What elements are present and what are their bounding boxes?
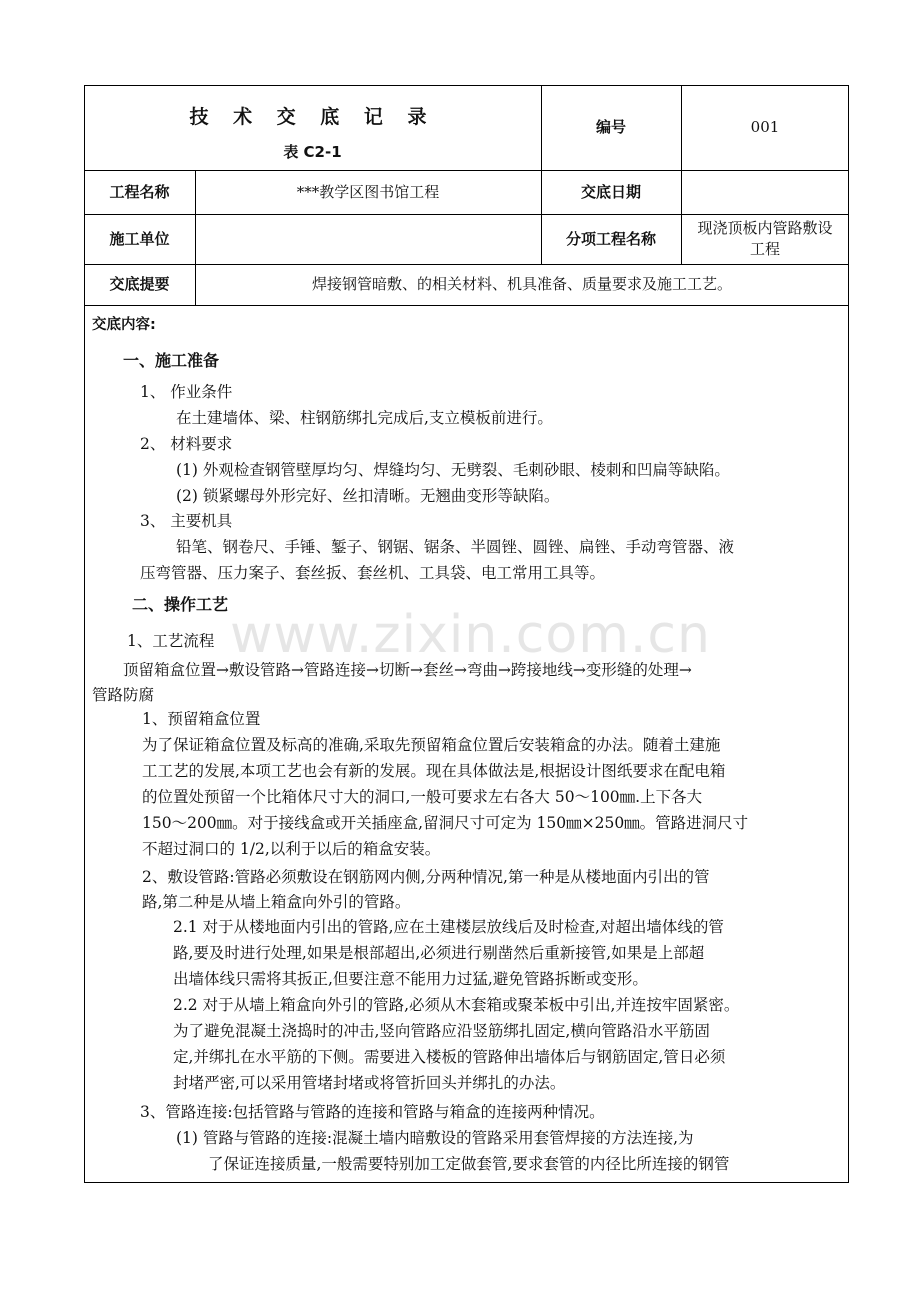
content-line: 在土建墙体、梁、柱钢筋绑扎完成后,支立模板前进行。 [176,409,553,427]
project-name-label: 工程名称 [109,182,170,201]
page-title: 技 术 交 底 记 录 [189,105,436,128]
section-heading: 一、施工准备 [123,351,220,370]
content-line: 路,第二种是从墙上箱盒向外引的管路。 [142,893,411,911]
section-heading: 二、操作工艺 [132,595,229,614]
watermark: www.zixin.com.cn [230,605,711,665]
date-label: 交底日期 [580,182,641,201]
content-line: 路,要及时进行处理,如果是根部超出,必须进行剔凿然后重新接管,如果是上部超 [173,944,705,962]
date-value [681,170,849,214]
subitem-value-line2: 工程 [749,240,780,258]
content-line: 定,并绑扎在水平筋的下侧。需要进入楼板的管路伸出墙体后与钢筋固定,管日必须 [173,1048,726,1066]
summary-value: 焊接钢管暗敷、的相关材料、机具准备、质量要求及施工工艺。 [311,275,732,293]
content-line: 2.1 对于从楼地面内引出的管路,应在土建楼层放线后及时检查,对超出墙体线的管 [173,918,724,936]
content-line: 压弯管器、压力案子、套丝扳、套丝机、工具袋、电工常用工具等。 [140,564,606,582]
content-line: 出墙体线只需将其扳正,但要注意不能用力过猛,避免管路拆断或变形。 [173,970,648,988]
content-line: 封堵严密,可以采用管堵封堵或将管折回头并绑扎的办法。 [173,1074,566,1092]
content-line: 管路防腐 [92,686,155,704]
content-label: 交底内容: [92,317,156,333]
content-line: 3、管路连接:包括管路与管路的连接和管路与箱盒的连接两种情况。 [140,1103,605,1121]
content-line: (2) 锁紧螺母外形完好、丝扣清晰。无翘曲变形等缺陷。 [176,487,560,505]
content-line: 的位置处预留一个比箱体尺寸大的洞口,一般可要求左右各大 50～100㎜.上下各大 [142,788,703,806]
unit-value [195,214,541,264]
content-line: 不超过洞口的 1/2,以利于以后的箱盒安装。 [142,840,441,858]
summary-label: 交底提要 [109,275,170,293]
content-line: 顶留箱盒位置→敷设管路→管路连接→切断→套丝→弯曲→跨接地线→变形缝的处理→ [123,661,692,679]
content-line: 为了避免混凝土浇捣时的冲击,竖向管路应沿竖筋绑扎固定,横向管路沿水平筋固 [173,1022,710,1040]
content-line: 铅笔、钢卷尺、手锤、錾子、钢锯、锯条、半圆锉、圆锉、扁锉、手动弯管器、液 [176,538,735,556]
content-line: 了保证连接质量,一般需要特别加工定做套管,要求套管的内径比所连接的钢管 [208,1155,730,1173]
number-label: 编号 [595,118,626,136]
unit-label: 施工单位 [109,229,170,248]
content-line: (1) 外观检查钢管壁厚均匀、焊缝均匀、无劈裂、毛刺砂眼、棱刺和凹扁等缺陷。 [176,461,730,479]
content-line: 1、 作业条件 [140,383,233,401]
content-line: 1、工艺流程 [127,632,215,650]
form-code: 表 C2-1 [283,142,342,161]
content-line: 3、 主要机具 [140,512,233,530]
content-line: 150～200㎜。对于接线盒或开关插座盒,留洞尺寸可定为 150㎜×250㎜。管路进洞尺寸 [142,814,749,832]
content-line: 2、敷设管路:管路必须敷设在钢筋网内侧,分两种情况,第一种是从楼地面内引出的管 [142,868,710,886]
subitem-value [681,214,849,264]
subitem-value-line1: 现浇顶板内管路敷设 [697,219,833,237]
content-line: 1、预留箱盒位置 [142,710,261,728]
subitem-label: 分项工程名称 [565,229,656,248]
content-line: 工工艺的发展,本项工艺也会有新的发展。现在具体做法是,根据设计图纸要求在配电箱 [142,762,726,780]
project-name-value: ***教学区图书馆工程 [296,182,440,201]
content-line: 2.2 对于从墙上箱盒向外引的管路,必须从木套箱或聚苯板中引出,并连按牢固紧密。 [173,996,740,1014]
content-line: (1) 管路与管路的连接:混凝土墙内暗敷设的管路采用套管焊接的方法连接,为 [176,1129,694,1147]
content-line: 为了保证箱盒位置及标高的准确,采取先预留箱盒位置后安装箱盒的办法。随着土建施 [142,736,721,754]
row-divider [84,305,849,306]
number-value: 001 [750,118,780,136]
content-line: 2、 材料要求 [140,435,233,453]
